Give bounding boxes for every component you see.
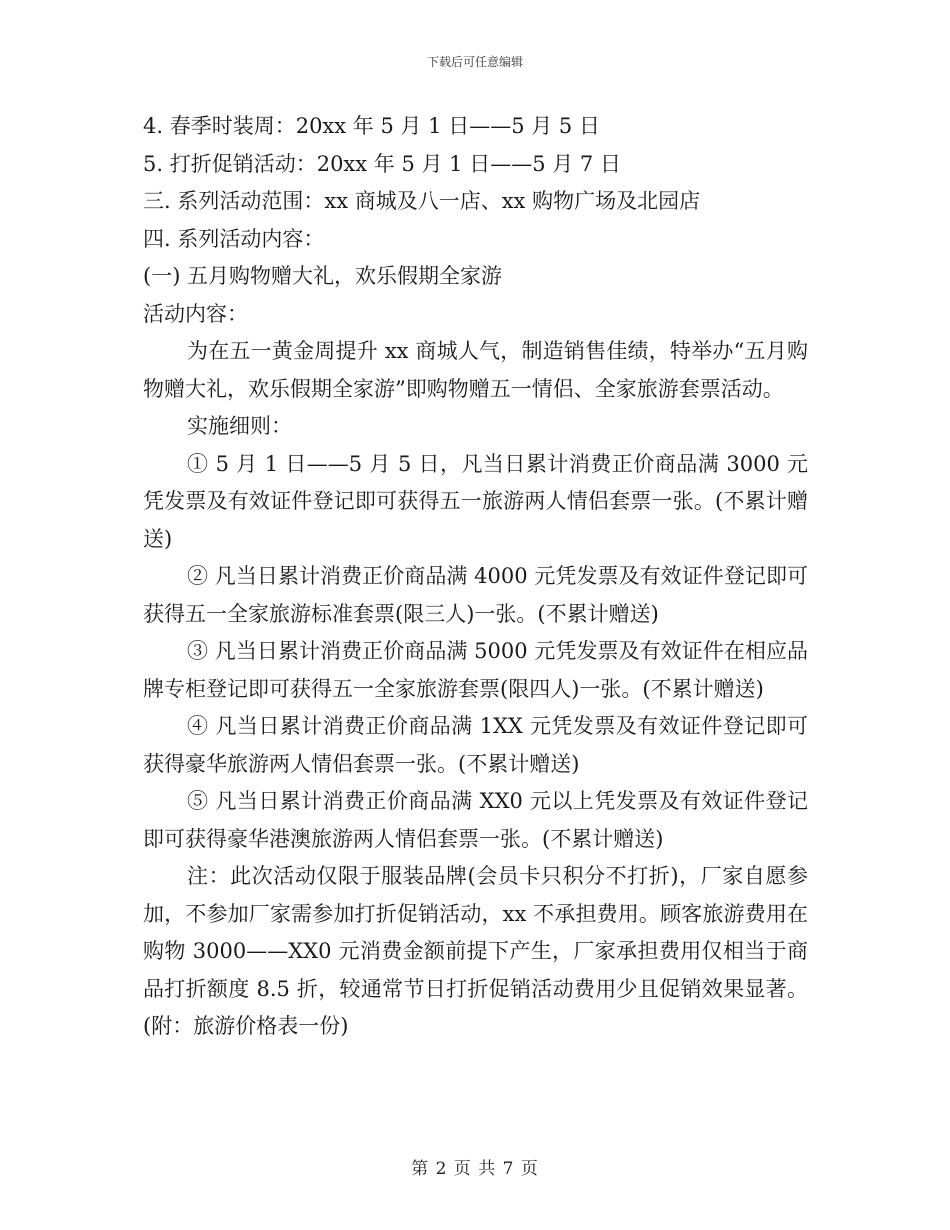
section-activity-scope: 三. 系列活动范围：xx 商城及八一店、xx 购物广场及北园店: [143, 189, 701, 213]
rule-4: ④ 凡当日累计消费正价商品满 1XX 元凭发票及有效证件登记即可获得豪华旅游两人情侣套票一张。(不累计赠送): [143, 714, 808, 776]
rule-3: ③ 凡当日累计消费正价商品满 5000 元凭发票及有效证件在相应品牌专柜登记即可获得五一全家旅游套票(限四人)一张。(不累计赠送): [143, 639, 808, 701]
header-note: 下载后可任意编辑: [426, 55, 523, 69]
section-activity-content-heading: 四. 系列活动内容：: [143, 226, 325, 251]
schedule-item-5: 5. 打折促销活动：20xx 年 5 月 1 日——5 月 7 日: [143, 151, 621, 176]
implementation-rules-label: 实施细则：: [187, 414, 292, 438]
activity-content-label: 活动内容：: [143, 301, 248, 326]
rule-2: ② 凡当日累计消费正价商品满 4000 元凭发票及有效证件登记即可获得五一全家旅游标准套票(限三人)一张。(不累计赠送): [143, 564, 808, 626]
rule-5: ⑤ 凡当日累计消费正价商品满 XX0 元以上凭发票及有效证件登记即可获得豪华港澳旅游两人情侣套票一张。(不累计赠送): [143, 789, 808, 851]
activity-intro-paragraph: 为在五一黄金周提升 xx 商城人气，制造销售佳绩，特举办“五月购物赠大礼，欢乐假期全家游”即购物赠五一情侣、全家旅游套票活动。: [143, 339, 808, 401]
document-body: [143, 108, 808, 1046]
page-number-footer: 第 2 页 共 7 页: [411, 1159, 539, 1179]
subsection-title-1: (一) 五月购物赠大礼，欢乐假期全家游: [143, 264, 503, 288]
rule-1: ① 5 月 1 日——5 月 5 日，凡当日累计消费正价商品满 3000 元凭发票及有效证件登记即可获得五一旅游两人情侣套票一张。(不累计赠送): [143, 451, 808, 551]
schedule-item-4: 4. 春季时装周：20xx 年 5 月 1 日——5 月 5 日: [143, 114, 600, 138]
note-paragraph: 注：此次活动仅限于服装品牌(会员卡只积分不打折)，厂家自愿参加，不参加厂家需参加打折促销活动，xx 不承担费用。顾客旅游费用在购物 3000——XX0 元消费金额前提下产生，厂家承担费用仅相当于商品打折额度 8.5 折，较通常节日打折促销活动费用少且促销效果显著。(附：旅游价格表一份): [143, 864, 808, 1038]
